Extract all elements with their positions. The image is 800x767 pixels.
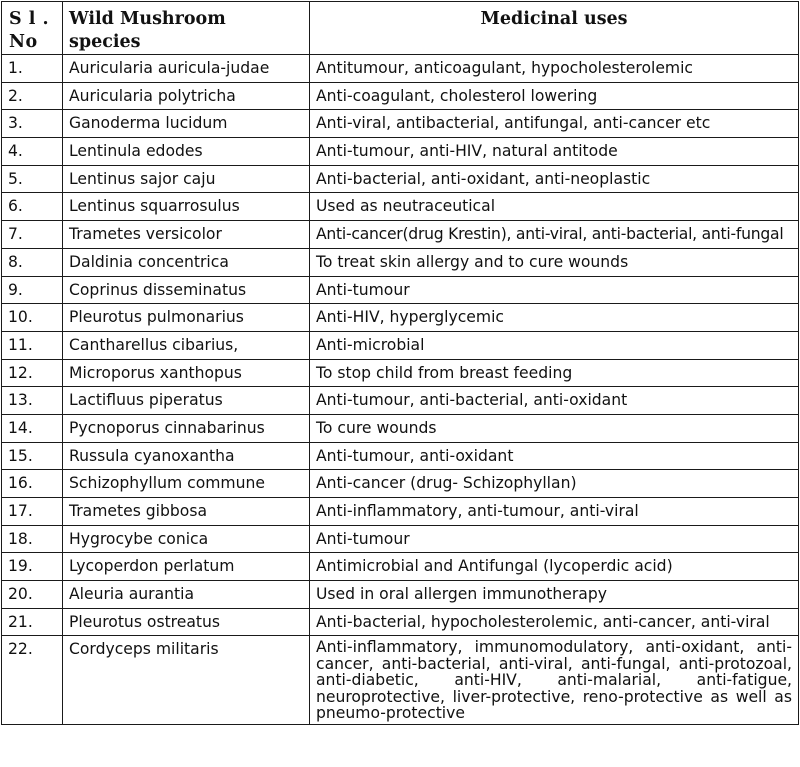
species-cell: Lycoperdon perlatum [63,553,310,581]
sl-no-cell: 21. [2,608,63,636]
sl-no-cell: 13. [2,387,63,415]
sl-no-cell: 11. [2,331,63,359]
sl-no-cell: 15. [2,442,63,470]
species-cell: Auricularia polytricha [63,82,310,110]
species-cell: Daldinia concentrica [63,248,310,276]
table-row [2,636,799,725]
species-cell: Lactifluus piperatus [63,387,310,415]
uses-cell: Anti-inflammatory, immunomodulatory, anti-oxidant, anti-cancer, anti-bacterial, anti-viral, anti-fungal, anti-protozoal, anti-diabetic, anti-HIV, anti-malarial, anti-fatigue, neuroprotective, liver-protective, reno-protective as well as pneumo-protective [310,636,799,725]
species-cell: Ganoderma lucidum [63,110,310,138]
header-sl-no: S l . No [2,2,63,55]
uses-cell: Anti-coagulant, cholesterol lowering [310,82,799,110]
species-cell: Pleurotus pulmonarius [63,304,310,332]
species-cell: Hygrocybe conica [63,525,310,553]
species-cell: Aleuria aurantia [63,581,310,609]
uses-cell: Anti-bacterial, anti-oxidant, anti-neoplastic [310,165,799,193]
sl-no-cell: 12. [2,359,63,387]
table-row [2,276,799,304]
table-row [2,110,799,138]
uses-cell: To stop child from breast feeding [310,359,799,387]
uses-cell: Anti-tumour, anti-oxidant [310,442,799,470]
species-cell: Pleurotus ostreatus [63,608,310,636]
uses-cell: Anti-tumour [310,525,799,553]
uses-cell: Anti-tumour [310,276,799,304]
table-row [2,304,799,332]
species-cell: Lentinus squarrosulus [63,193,310,221]
species-cell: Pycnoporus cinnabarinus [63,414,310,442]
table-row [2,359,799,387]
uses-cell: Anti-cancer(drug Krestin), anti-viral, anti-bacterial, anti-fungal [310,221,799,249]
sl-no-cell: 6. [2,193,63,221]
table-row [2,608,799,636]
species-cell: Trametes versicolor [63,221,310,249]
table-row [2,442,799,470]
sl-no-cell: 8. [2,248,63,276]
table-row [2,55,799,83]
sl-no-cell: 17. [2,498,63,526]
uses-cell: Anti-HIV, hyperglycemic [310,304,799,332]
header-species: Wild Mushroom species [63,2,310,55]
uses-cell: Anti-inflammatory, anti-tumour, anti-viral [310,498,799,526]
table-row [2,165,799,193]
uses-cell: Anti-bacterial, hypocholesterolemic, anti-cancer, anti-viral [310,608,799,636]
species-cell: Auricularia auricula-judae [63,55,310,83]
uses-cell: To treat skin allergy and to cure wounds [310,248,799,276]
uses-cell: Antitumour, anticoagulant, hypocholesterolemic [310,55,799,83]
species-cell: Microporus xanthopus [63,359,310,387]
table-row [2,331,799,359]
sl-no-cell: 5. [2,165,63,193]
sl-no-cell: 9. [2,276,63,304]
sl-no-cell: 2. [2,82,63,110]
table-row [2,138,799,166]
sl-no-cell: 19. [2,553,63,581]
species-cell: Schizophyllum commune [63,470,310,498]
uses-cell: Anti-tumour, anti-bacterial, anti-oxidant [310,387,799,415]
sl-no-cell: 14. [2,414,63,442]
mushroom-medicinal-uses-table [1,1,799,725]
table-row [2,498,799,526]
table-row [2,525,799,553]
species-cell: Cordyceps militaris [63,636,310,725]
sl-no-cell: 20. [2,581,63,609]
header-row [2,2,799,55]
uses-cell: Anti-cancer (drug- Schizophyllan) [310,470,799,498]
species-cell: Russula cyanoxantha [63,442,310,470]
species-cell: Trametes gibbosa [63,498,310,526]
uses-cell: Used in oral allergen immunotherapy [310,581,799,609]
sl-no-cell: 10. [2,304,63,332]
table-row [2,470,799,498]
sl-no-cell: 18. [2,525,63,553]
table-row [2,581,799,609]
sl-no-cell: 4. [2,138,63,166]
species-cell: Cantharellus cibarius, [63,331,310,359]
table-row [2,248,799,276]
table-row [2,387,799,415]
table-row [2,221,799,249]
sl-no-cell: 22. [2,636,63,725]
table-row [2,553,799,581]
uses-cell: Anti-microbial [310,331,799,359]
sl-no-cell: 7. [2,221,63,249]
uses-cell: Anti-viral, antibacterial, antifungal, anti-cancer etc [310,110,799,138]
sl-no-cell: 3. [2,110,63,138]
table-row [2,414,799,442]
species-cell: Coprinus disseminatus [63,276,310,304]
table-row [2,193,799,221]
header-medicinal-uses: Medicinal uses [310,2,799,55]
species-cell: Lentinula edodes [63,138,310,166]
uses-cell: Anti-tumour, anti-HIV, natural antitode [310,138,799,166]
uses-cell: Antimicrobial and Antifungal (lycoperdic acid) [310,553,799,581]
uses-cell: To cure wounds [310,414,799,442]
table-row [2,82,799,110]
species-cell: Lentinus sajor caju [63,165,310,193]
sl-no-cell: 1. [2,55,63,83]
sl-no-cell: 16. [2,470,63,498]
uses-cell: Used as neutraceutical [310,193,799,221]
